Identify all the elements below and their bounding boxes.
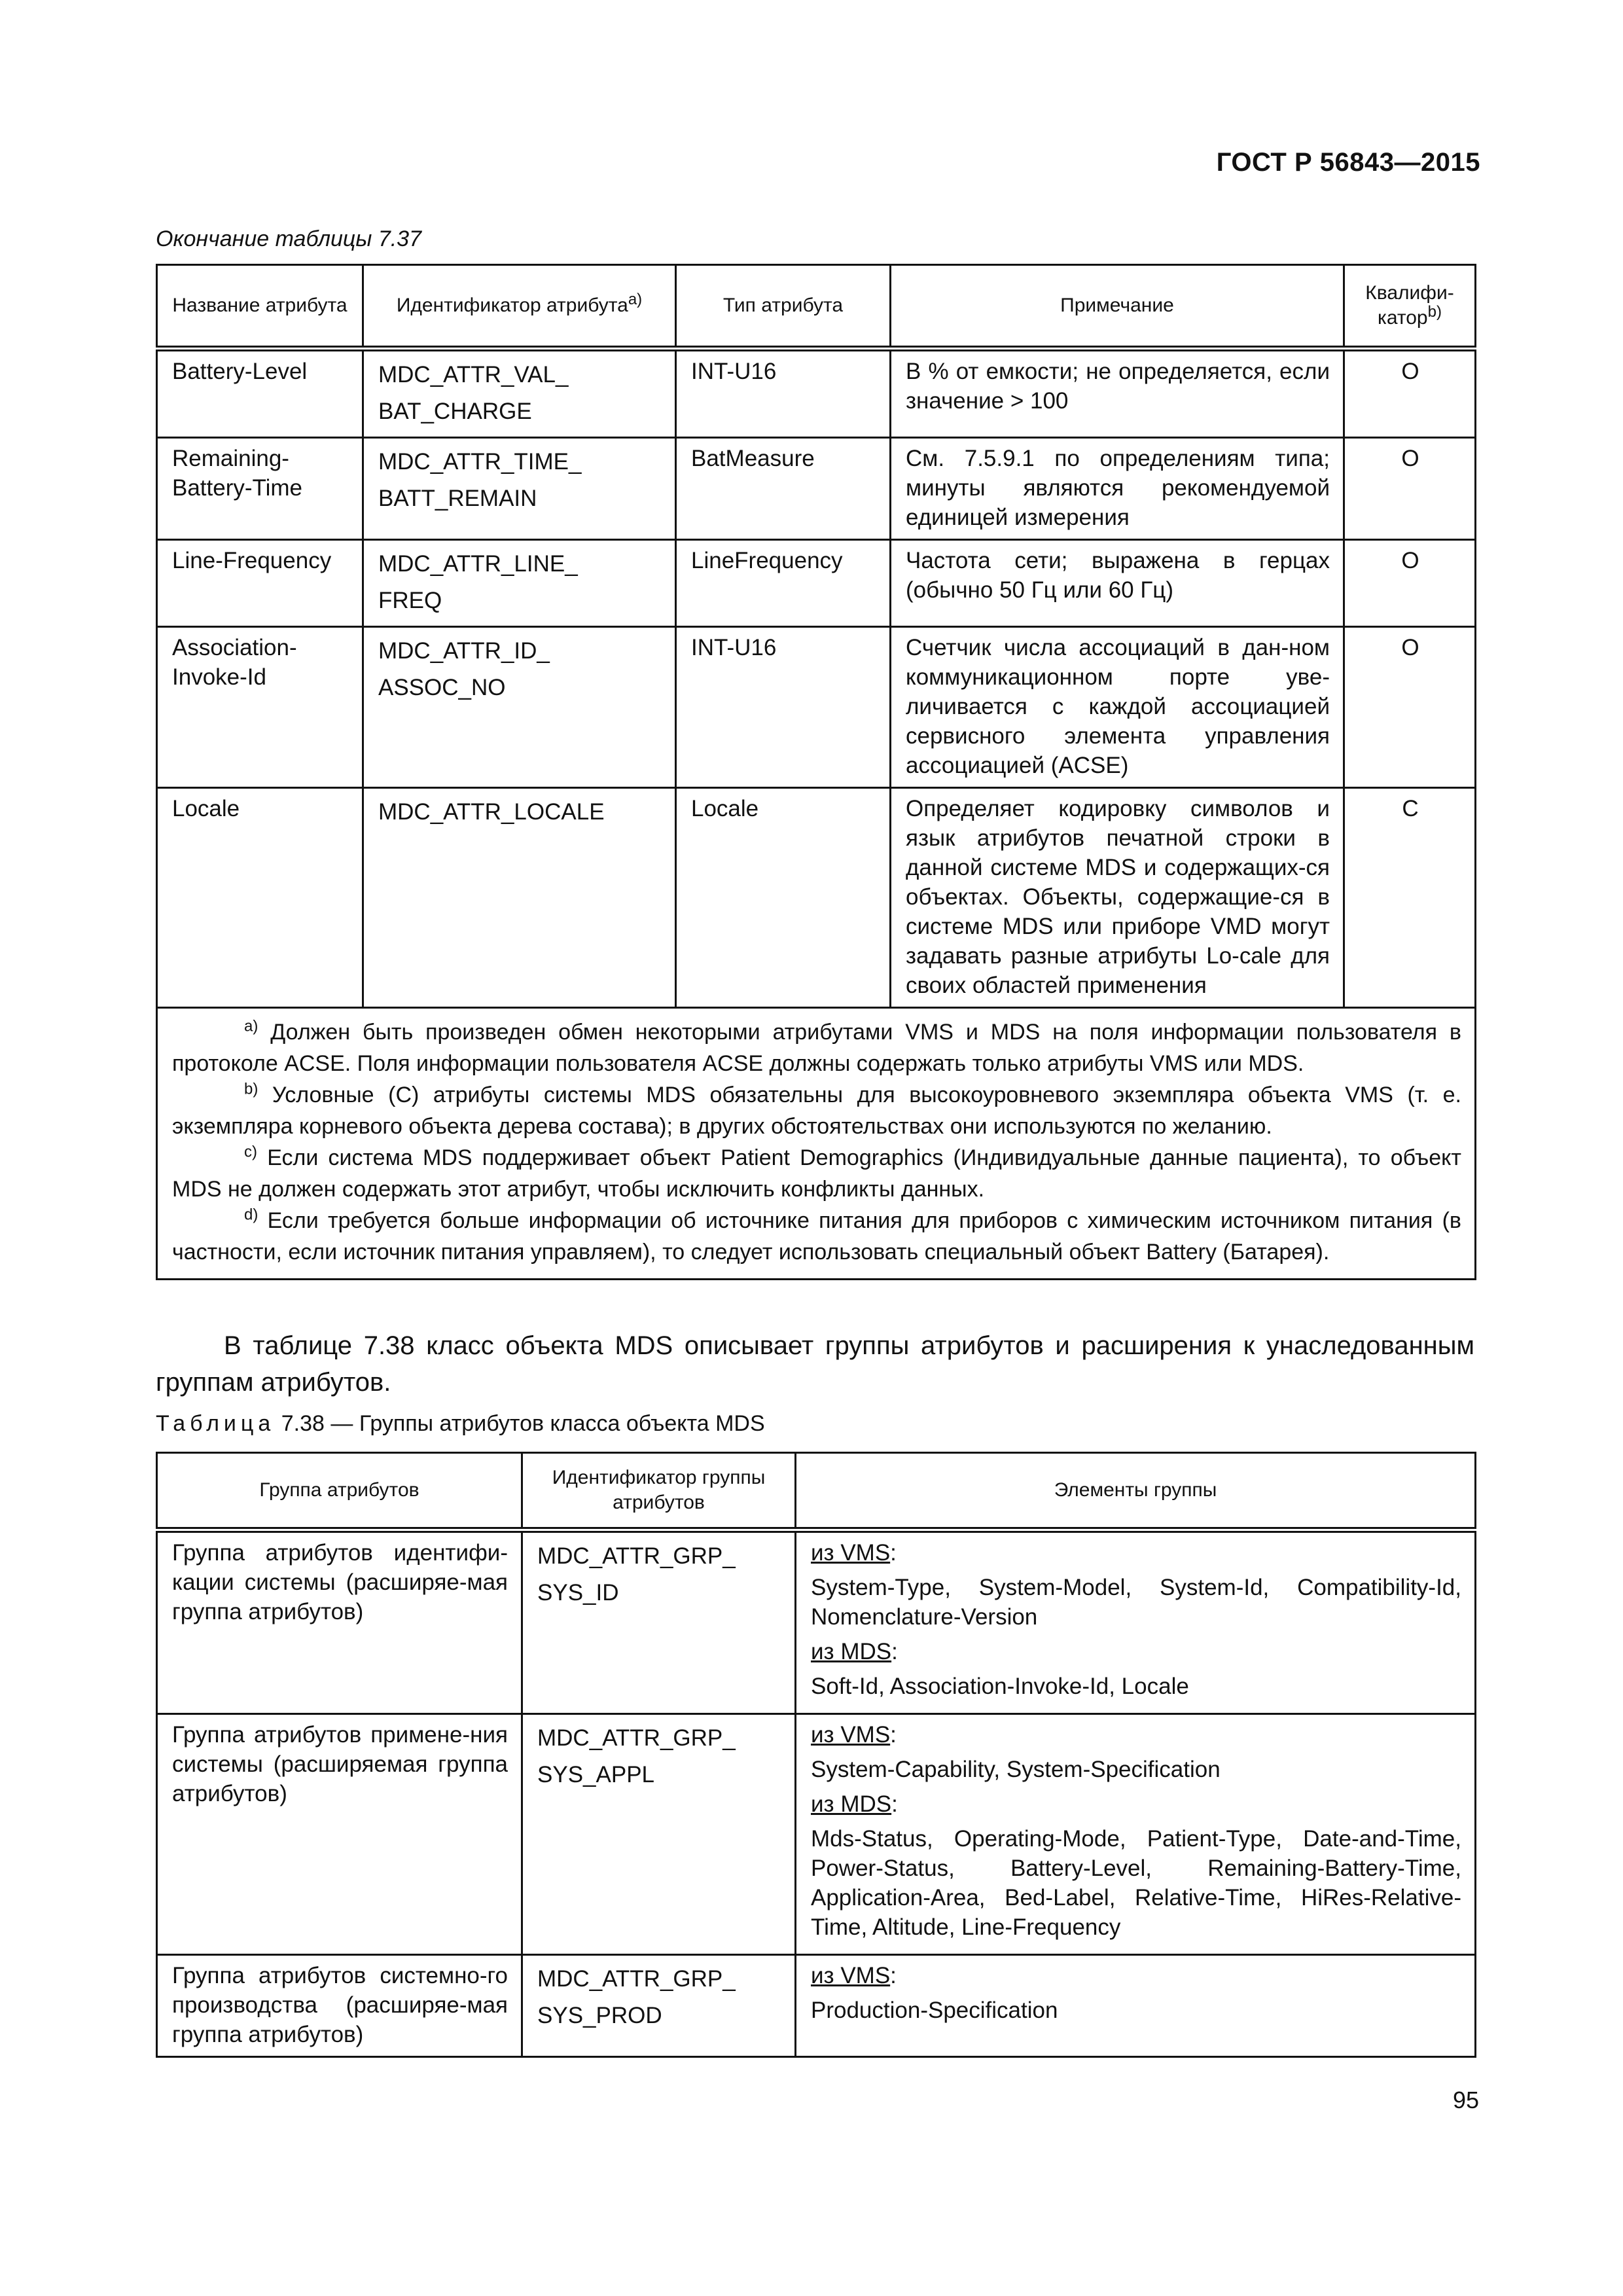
cell-name: Battery-Level: [157, 349, 363, 438]
cell-group-id: MDC_ATTR_GRP_ SYS_ID: [522, 1530, 796, 1714]
cell-qualifier: O: [1344, 349, 1476, 438]
cell-elements: из VMS: System-Capability, System-Specification из MDS: Mds-Status, Operating-Mode, Patient-Type, Date-and-Time, Power-Status, Battery-Level, Remaining-Battery-Time, Application-Area, Bed-Label, Relative-Time, HiRes-Relative-Time, Altitude, Line-Frequency: [796, 1714, 1476, 1955]
table-row: [157, 627, 1476, 788]
col-attribute-name: Название атрибута: [157, 265, 363, 349]
cell-group: Группа атрибутов примене-ния системы (расширяемая группа атрибутов): [157, 1714, 522, 1955]
table-row: [157, 1955, 1476, 2057]
table-row: [157, 438, 1476, 540]
body-paragraph: В таблице 7.38 класс объекта MDS описывает группы атрибутов и расширения к унаследованным группам атрибутов.: [156, 1331, 1474, 1397]
cell-note: В % от емкости; не определяется, если значение > 100: [891, 349, 1344, 438]
cell-type: BatMeasure: [676, 438, 891, 540]
cell-elements: из VMS: Production-Specification: [796, 1955, 1476, 2057]
col-group: Группа атрибутов: [157, 1453, 522, 1530]
footnotes-cell: [157, 1008, 1476, 1280]
cell-group: Группа атрибутов системно-го производства (расширяе-мая группа атрибутов): [157, 1955, 522, 2057]
cell-note: Определяет кодировку символов и язык атрибутов печатной строки в данной системе MDS и содержащих-ся объектах. Объекты, содержащие-ся в системе MDS или приборе VMD могут задавать разные атрибуты Lo-cale для своих областей применения: [891, 788, 1344, 1008]
table-row: [157, 1530, 1476, 1714]
table1-caption: Окончание таблицы 7.37: [156, 226, 421, 251]
cell-qualifier: O: [1344, 540, 1476, 627]
table2-caption: Таблица 7.38 — Группы атрибутов класса объекта MDS: [156, 1411, 765, 1436]
table1-header-row: [157, 265, 1476, 349]
cell-name: Remaining-Battery-Time: [157, 438, 363, 540]
cell-type: LineFrequency: [676, 540, 891, 627]
col-elements: Элементы группы: [796, 1453, 1476, 1530]
footnote-b: $^{b)}$ Условные (C) атрибуты системы MDS обязательны для высокоуровневого экземпляра объекта VMS (т. е. экземпляра корневого объекта дерева состава); в других обстоятельствах они используются по желанию.: [172, 1080, 1461, 1139]
attributes-table: [156, 264, 1476, 1280]
cell-type: Locale: [676, 788, 891, 1008]
footnote-c: $^{c)}$ Если система MDS поддерживает объект Patient Demographics (Индивидуальные данные пациента), то объект MDS не должен содержать этот атрибут, чтобы исключить конфликты данных.: [172, 1143, 1462, 1202]
cell-qualifier: C: [1344, 788, 1476, 1008]
cell-type: INT-U16: [676, 627, 891, 788]
cell-id: MDC_ATTR_TIME_ BATT_REMAIN: [363, 438, 676, 540]
col-group-id: Идентификатор группы атрибутов: [522, 1453, 796, 1530]
cell-note: См. 7.5.9.1 по определениям типа; минуты являются рекомендуемой единицей измерения: [891, 438, 1344, 540]
cell-qualifier: O: [1344, 627, 1476, 788]
cell-group-id: MDC_ATTR_GRP_ SYS_PROD: [522, 1955, 796, 2057]
table-row: [157, 1714, 1476, 1955]
col-attribute-type: Тип атрибута: [676, 265, 891, 349]
footnotes-row: [157, 1008, 1476, 1280]
col-qualifier: Квалифи-катор$^{b)}$: [1344, 265, 1476, 349]
cell-name: Line-Frequency: [157, 540, 363, 627]
table-row: [157, 349, 1476, 438]
col-attribute-id: Идентификатор атрибута$^{а)}$: [363, 265, 676, 349]
cell-name: Locale: [157, 788, 363, 1008]
document-code: ГОСТ Р 56843—2015: [1216, 148, 1480, 177]
cell-group-id: MDC_ATTR_GRP_ SYS_APPL: [522, 1714, 796, 1955]
cell-id: MDC_ATTR_ID_ ASSOC_NO: [363, 627, 676, 788]
cell-qualifier: O: [1344, 438, 1476, 540]
cell-type: INT-U16: [676, 349, 891, 438]
footnote-d: $^{d)}$ Если требуется больше информации об источнике питания для приборов с химическим источником питания (в частности, если источник питания управляем), то следует использовать специальный объект Battery (Батарея).: [172, 1206, 1461, 1265]
cell-elements: из VMS: System-Type, System-Model, System-Id, Compatibility-Id, Nomenclature-Version из MDS: Soft-Id, Association-Invoke-Id, Locale: [796, 1530, 1476, 1714]
cell-id: MDC_ATTR_LINE_ FREQ: [363, 540, 676, 627]
cell-name: Association-Invoke-Id: [157, 627, 363, 788]
col-note: Примечание: [891, 265, 1344, 349]
table-row: [157, 788, 1476, 1008]
footnote-a: $^{а)}$ Должен быть произведен обмен некоторыми атрибутами VMS и MDS на поля информации пользователя в протоколе ACSE. Поля информации пользователя ACSE должны содержать только атрибуты VMS или MDS.: [172, 1017, 1461, 1076]
page-number: 95: [1452, 2087, 1479, 2113]
cell-id: MDC_ATTR_VAL_ BAT_CHARGE: [363, 349, 676, 438]
cell-note: Частота сети; выражена в герцах (обычно 50 Гц или 60 Гц): [891, 540, 1344, 627]
table2-header-row: [157, 1453, 1476, 1530]
cell-note: Счетчик числа ассоциаций в дан-ном коммуникационном порте уве-личивается с каждой ассоциацией сервисного элемента управления ассоциацией (ACSE): [891, 627, 1344, 788]
cell-id: MDC_ATTR_LOCALE: [363, 788, 676, 1008]
attribute-groups-table: [156, 1452, 1476, 2058]
table-row: [157, 540, 1476, 627]
cell-group: Группа атрибутов идентифи-кации системы (расширяе-мая группа атрибутов): [157, 1530, 522, 1714]
